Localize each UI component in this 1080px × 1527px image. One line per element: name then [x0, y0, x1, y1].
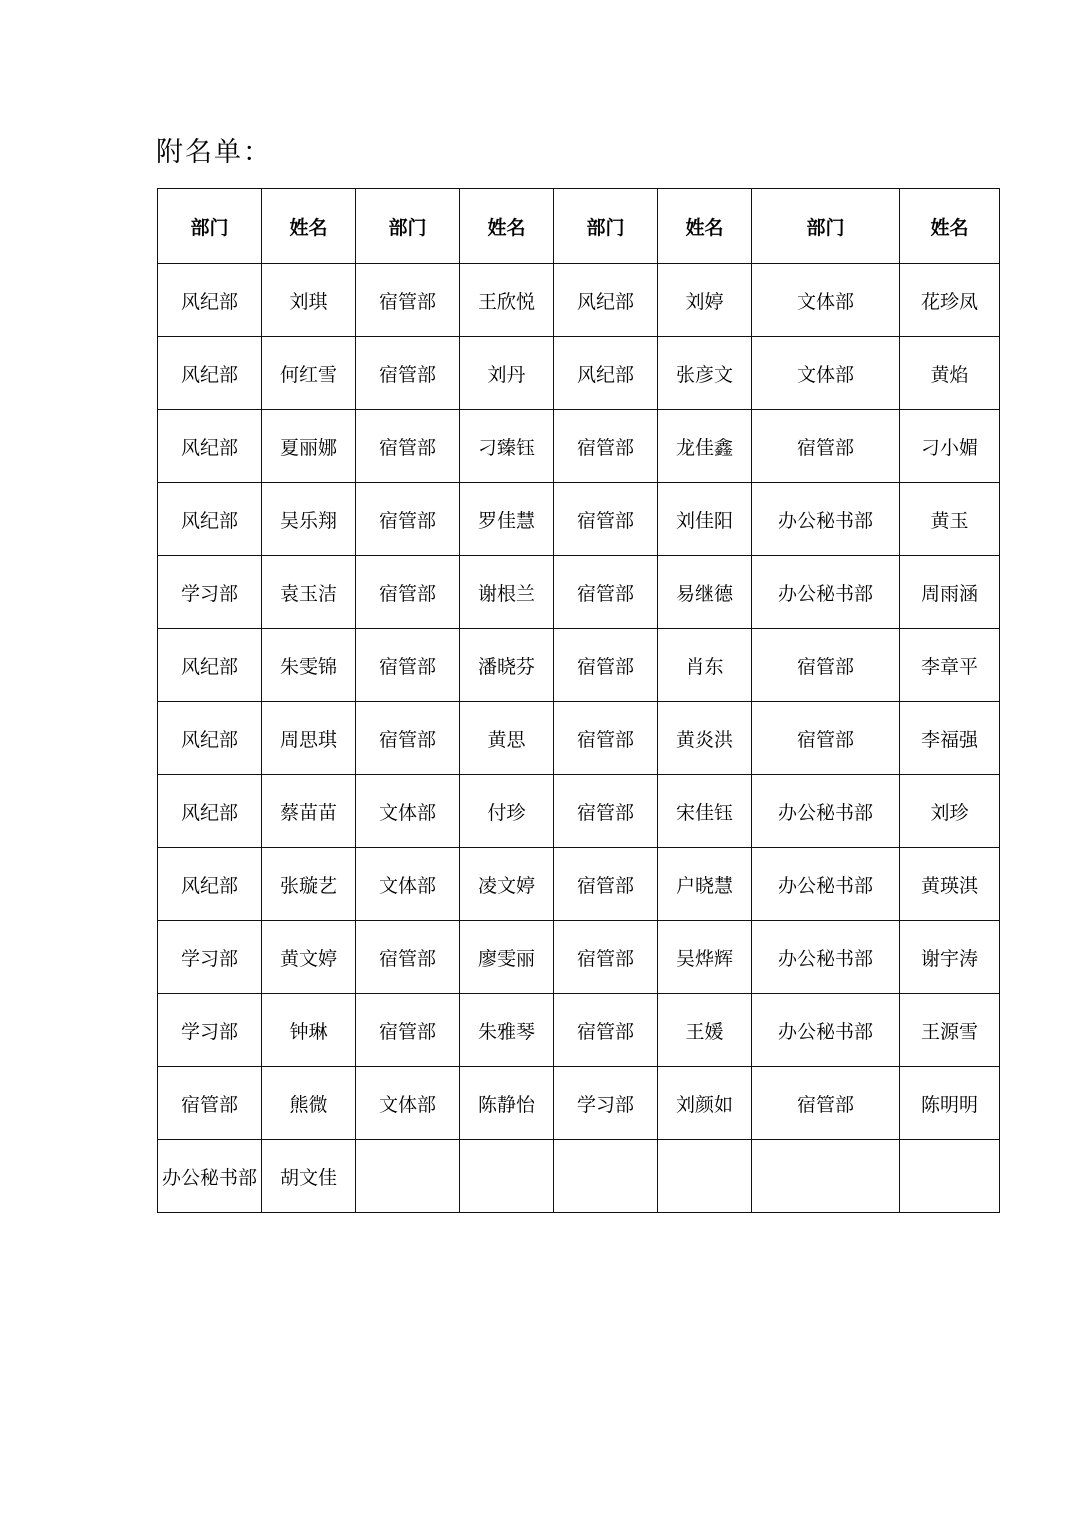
cell-department: 风纪部 [158, 702, 262, 775]
cell-department: 宿管部 [356, 337, 460, 410]
cell-name: 朱雯锦 [262, 629, 356, 702]
cell-department: 办公秘书部 [752, 556, 900, 629]
cell-name: 黄思 [460, 702, 554, 775]
table-row [158, 702, 1000, 775]
cell-department: 宿管部 [554, 994, 658, 1067]
cell-department: 文体部 [752, 264, 900, 337]
cell-department: 宿管部 [752, 702, 900, 775]
cell-department: 文体部 [752, 337, 900, 410]
cell-department: 风纪部 [158, 775, 262, 848]
table-row [158, 264, 1000, 337]
table-row [158, 410, 1000, 483]
cell-department: 风纪部 [158, 848, 262, 921]
cell-department: 风纪部 [158, 483, 262, 556]
cell-department: 风纪部 [158, 629, 262, 702]
cell-department: 办公秘书部 [752, 921, 900, 994]
cell-name: 刘丹 [460, 337, 554, 410]
table-row [158, 921, 1000, 994]
cell-name: 花珍凤 [900, 264, 1000, 337]
cell-name: 凌文婷 [460, 848, 554, 921]
table-row [158, 483, 1000, 556]
cell-department: 学习部 [158, 994, 262, 1067]
cell-name: 罗佳慧 [460, 483, 554, 556]
cell-department: 宿管部 [356, 264, 460, 337]
cell-name: 张璇艺 [262, 848, 356, 921]
cell-empty [752, 1140, 900, 1213]
cell-name: 陈明明 [900, 1067, 1000, 1140]
cell-empty [554, 1140, 658, 1213]
cell-name: 王源雪 [900, 994, 1000, 1067]
cell-empty [658, 1140, 752, 1213]
cell-name: 龙佳鑫 [658, 410, 752, 483]
cell-department: 文体部 [356, 848, 460, 921]
table-row [158, 848, 1000, 921]
cell-name: 袁玉洁 [262, 556, 356, 629]
cell-name: 何红雪 [262, 337, 356, 410]
cell-name: 肖东 [658, 629, 752, 702]
column-header-name-2: 姓名 [460, 189, 554, 264]
cell-name: 王欣悦 [460, 264, 554, 337]
cell-empty [460, 1140, 554, 1213]
cell-department: 宿管部 [752, 410, 900, 483]
column-header-department-2: 部门 [356, 189, 460, 264]
cell-name: 刘婷 [658, 264, 752, 337]
cell-name: 周雨涵 [900, 556, 1000, 629]
cell-name: 谢宇涛 [900, 921, 1000, 994]
cell-department: 风纪部 [554, 264, 658, 337]
table-row [158, 629, 1000, 702]
page-title: 附名单： [156, 137, 272, 167]
cell-name: 吴乐翔 [262, 483, 356, 556]
cell-department: 文体部 [356, 1067, 460, 1140]
cell-department: 宿管部 [356, 556, 460, 629]
cell-name: 潘晓芬 [460, 629, 554, 702]
cell-name: 李章平 [900, 629, 1000, 702]
cell-department: 宿管部 [356, 921, 460, 994]
roster-table-container [157, 188, 978, 1213]
cell-name: 刘佳阳 [658, 483, 752, 556]
cell-department: 风纪部 [158, 410, 262, 483]
cell-name: 黄瑛淇 [900, 848, 1000, 921]
cell-department: 宿管部 [356, 629, 460, 702]
roster-table [157, 188, 1000, 1213]
cell-department: 风纪部 [554, 337, 658, 410]
cell-name: 廖雯丽 [460, 921, 554, 994]
cell-empty [356, 1140, 460, 1213]
table-row [158, 1140, 1000, 1213]
cell-department: 办公秘书部 [752, 483, 900, 556]
cell-name: 刁臻钰 [460, 410, 554, 483]
cell-department: 宿管部 [554, 483, 658, 556]
cell-name: 黄炎洪 [658, 702, 752, 775]
cell-name: 付珍 [460, 775, 554, 848]
cell-department: 宿管部 [554, 629, 658, 702]
cell-department: 宿管部 [356, 702, 460, 775]
cell-name: 钟琳 [262, 994, 356, 1067]
cell-department: 办公秘书部 [752, 994, 900, 1067]
cell-department: 学习部 [158, 921, 262, 994]
cell-department: 宿管部 [752, 1067, 900, 1140]
cell-name: 胡文佳 [262, 1140, 356, 1213]
cell-department: 宿管部 [554, 921, 658, 994]
cell-name: 夏丽娜 [262, 410, 356, 483]
cell-name: 陈静怡 [460, 1067, 554, 1140]
cell-department: 宿管部 [554, 848, 658, 921]
table-row [158, 337, 1000, 410]
cell-department: 宿管部 [752, 629, 900, 702]
cell-department: 风纪部 [158, 337, 262, 410]
table-row [158, 1067, 1000, 1140]
cell-name: 刘琪 [262, 264, 356, 337]
cell-name: 刘颜如 [658, 1067, 752, 1140]
cell-department: 学习部 [158, 556, 262, 629]
cell-name: 张彦文 [658, 337, 752, 410]
cell-name: 熊微 [262, 1067, 356, 1140]
column-header-department-1: 部门 [158, 189, 262, 264]
cell-name: 朱雅琴 [460, 994, 554, 1067]
cell-name: 王媛 [658, 994, 752, 1067]
table-row [158, 994, 1000, 1067]
cell-name: 刁小媚 [900, 410, 1000, 483]
cell-department: 文体部 [356, 775, 460, 848]
cell-department: 宿管部 [356, 410, 460, 483]
cell-name: 刘珍 [900, 775, 1000, 848]
table-header [158, 189, 1000, 264]
cell-empty [900, 1140, 1000, 1213]
column-header-name-3: 姓名 [658, 189, 752, 264]
cell-name: 吴烨辉 [658, 921, 752, 994]
cell-name: 李福强 [900, 702, 1000, 775]
table-row [158, 556, 1000, 629]
cell-name: 易继德 [658, 556, 752, 629]
column-header-name-1: 姓名 [262, 189, 356, 264]
cell-name: 黄玉 [900, 483, 1000, 556]
column-header-department-4: 部门 [752, 189, 900, 264]
cell-name: 户晓慧 [658, 848, 752, 921]
cell-department: 风纪部 [158, 264, 262, 337]
cell-name: 周思琪 [262, 702, 356, 775]
cell-name: 谢根兰 [460, 556, 554, 629]
column-header-department-3: 部门 [554, 189, 658, 264]
table-body [158, 264, 1000, 1213]
cell-department: 宿管部 [356, 483, 460, 556]
cell-department: 办公秘书部 [158, 1140, 262, 1213]
cell-department: 宿管部 [158, 1067, 262, 1140]
cell-department: 办公秘书部 [752, 775, 900, 848]
table-header-row [158, 189, 1000, 264]
cell-name: 黄文婷 [262, 921, 356, 994]
cell-name: 宋佳钰 [658, 775, 752, 848]
cell-department: 宿管部 [554, 702, 658, 775]
cell-department: 办公秘书部 [752, 848, 900, 921]
cell-department: 学习部 [554, 1067, 658, 1140]
cell-department: 宿管部 [554, 410, 658, 483]
table-row [158, 775, 1000, 848]
cell-department: 宿管部 [554, 556, 658, 629]
column-header-name-4: 姓名 [900, 189, 1000, 264]
cell-name: 蔡苗苗 [262, 775, 356, 848]
cell-name: 黄焰 [900, 337, 1000, 410]
cell-department: 宿管部 [554, 775, 658, 848]
cell-department: 宿管部 [356, 994, 460, 1067]
